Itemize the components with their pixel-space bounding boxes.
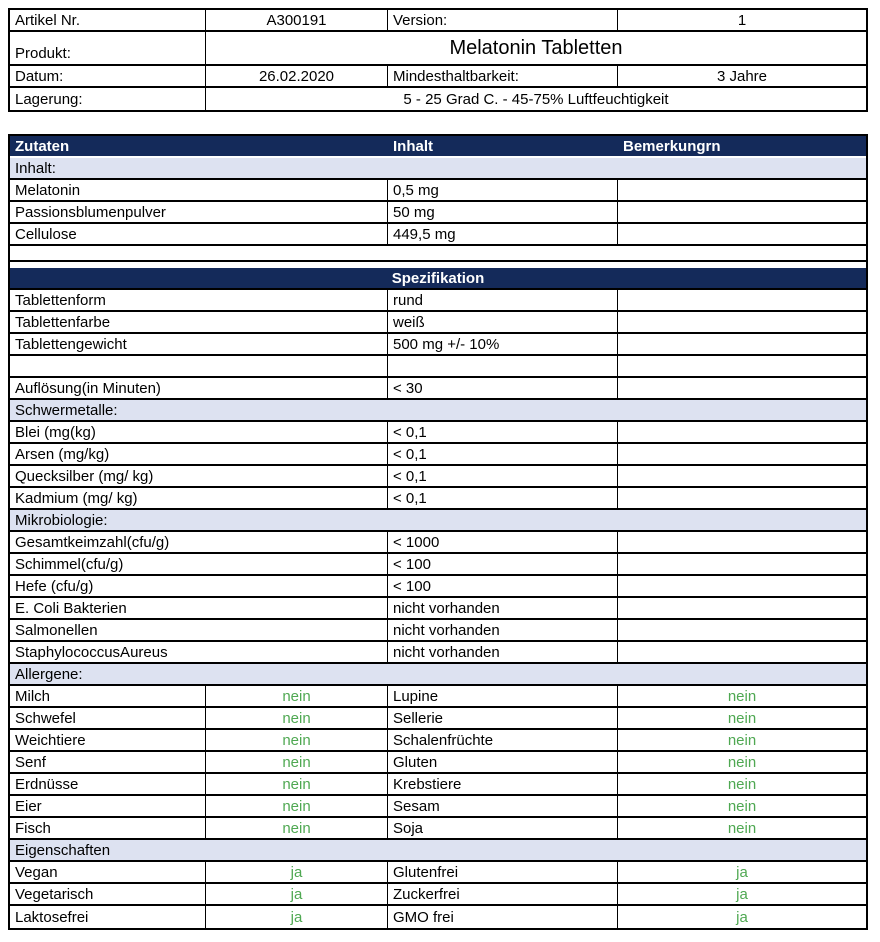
row-label: Weichtiere	[10, 730, 206, 750]
section-label: Eigenschaften	[15, 841, 111, 859]
table-row-data	[10, 598, 866, 620]
row-remark	[618, 224, 866, 244]
row-value: nein	[727, 797, 757, 815]
table-row-data	[10, 180, 866, 202]
row-value: nicht vorhanden	[388, 620, 618, 640]
row-label: Schalenfrüchte	[388, 730, 618, 750]
table-row-section	[10, 158, 866, 180]
row-label: Kadmium (mg/ kg)	[10, 488, 388, 508]
datum-value: 26.02.2020	[206, 66, 388, 86]
info-row-datum	[10, 66, 866, 88]
row-value: < 0,1	[388, 422, 618, 442]
table-row-data	[10, 356, 866, 378]
info-row-lagerung	[10, 88, 866, 110]
row-label: Lupine	[388, 686, 618, 706]
lagerung-label: Lagerung:	[10, 88, 206, 110]
row-remark	[618, 488, 866, 508]
artikel-label: Artikel Nr.	[10, 10, 206, 30]
version-value: 1	[737, 11, 747, 29]
row-value: nein	[727, 753, 757, 771]
row-value: rund	[388, 290, 618, 310]
table-row-pair	[10, 708, 866, 730]
row-label: Passionsblumenpulver	[10, 202, 388, 222]
table-row-pair	[10, 752, 866, 774]
row-value: nicht vorhanden	[388, 598, 618, 618]
row-value: weiß	[388, 312, 618, 332]
table-row-pair	[10, 774, 866, 796]
table-row-data	[10, 378, 866, 400]
row-value: < 100	[388, 554, 618, 574]
row-value: nein	[727, 731, 757, 749]
table-row-pair	[10, 862, 866, 884]
section-label: Schwermetalle:	[15, 401, 118, 419]
row-value: 0,5 mg	[388, 180, 618, 200]
row-label: Krebstiere	[388, 774, 618, 794]
row-label: E. Coli Bakterien	[10, 598, 388, 618]
table-row-section	[10, 664, 866, 686]
row-remark	[618, 180, 866, 200]
section-label: Mikrobiologie:	[15, 511, 108, 529]
table-row-gap	[10, 246, 866, 268]
row-label: Sesam	[388, 796, 618, 816]
row-value: nein	[727, 819, 757, 837]
table-row-data	[10, 642, 866, 664]
row-value: nein	[727, 775, 757, 793]
row-remark	[618, 202, 866, 222]
row-value: < 30	[388, 378, 618, 398]
table-row-data	[10, 620, 866, 642]
empty-cell	[10, 246, 866, 268]
row-value: ja	[206, 884, 388, 904]
datum-label: Datum:	[10, 66, 206, 86]
row-label: Tablettenfarbe	[10, 312, 388, 332]
info-row-produkt	[10, 32, 866, 66]
row-label: Schimmel(cfu/g)	[10, 554, 388, 574]
row-label: Erdnüsse	[10, 774, 206, 794]
info-table	[8, 8, 868, 112]
row-remark	[618, 642, 866, 662]
row-value: nein	[206, 796, 388, 816]
col-header-inhalt: Inhalt	[393, 137, 433, 155]
section-label: Allergene:	[15, 665, 83, 683]
row-value	[388, 356, 618, 376]
table-row-title	[10, 268, 866, 290]
row-remark	[618, 598, 866, 618]
row-label: Glutenfrei	[388, 862, 618, 882]
table-row-data	[10, 466, 866, 488]
row-remark	[618, 378, 866, 398]
row-label: Tablettengewicht	[10, 334, 388, 354]
version-label: Version:	[388, 10, 618, 30]
row-remark	[618, 422, 866, 442]
row-value: nicht vorhanden	[388, 642, 618, 662]
row-label: Arsen (mg/kg)	[10, 444, 388, 464]
row-label: Sellerie	[388, 708, 618, 728]
row-label: Auflösung(in Minuten)	[10, 378, 388, 398]
row-value: < 0,1	[388, 444, 618, 464]
row-label: Hefe (cfu/g)	[10, 576, 388, 596]
row-value: ja	[206, 906, 388, 928]
row-value: nein	[727, 687, 757, 705]
section-title: Spezifikation	[391, 269, 485, 287]
row-remark	[618, 620, 866, 640]
row-value: 50 mg	[388, 202, 618, 222]
table-row-data	[10, 202, 866, 224]
row-label: Tablettenform	[10, 290, 388, 310]
row-value: ja	[736, 908, 748, 926]
row-label: Quecksilber (mg/ kg)	[10, 466, 388, 486]
row-value: < 0,1	[388, 488, 618, 508]
table-row-data	[10, 444, 866, 466]
table-row-pair	[10, 906, 866, 928]
row-label: Schwefel	[10, 708, 206, 728]
row-label: Vegetarisch	[10, 884, 206, 904]
artikel-value: A300191	[206, 10, 388, 30]
row-value: ja	[206, 862, 388, 882]
row-value: 449,5 mg	[388, 224, 618, 244]
row-value: nein	[727, 709, 757, 727]
row-label: Zuckerfrei	[388, 884, 618, 904]
row-label: StaphylococcusAureus	[10, 642, 388, 662]
row-value: < 0,1	[388, 466, 618, 486]
row-value: < 100	[388, 576, 618, 596]
mhd-label: Mindesthaltbarkeit:	[388, 66, 618, 86]
row-value: nein	[206, 730, 388, 750]
row-label: Salmonellen	[10, 620, 388, 640]
table-row-pair	[10, 818, 866, 840]
row-label: Blei (mg(kg)	[10, 422, 388, 442]
table-row-data	[10, 290, 866, 312]
row-value: nein	[206, 752, 388, 772]
row-remark	[618, 554, 866, 574]
table-row-pair	[10, 884, 866, 906]
table-row-header	[10, 136, 866, 158]
row-value: nein	[206, 774, 388, 794]
row-value: nein	[206, 818, 388, 838]
row-value: < 1000	[388, 532, 618, 552]
row-label: Vegan	[10, 862, 206, 882]
table-row-data	[10, 334, 866, 356]
row-remark	[618, 290, 866, 310]
row-label: Gesamtkeimzahl(cfu/g)	[10, 532, 388, 552]
table-row-pair	[10, 796, 866, 818]
row-label: Fisch	[10, 818, 206, 838]
row-label: Gluten	[388, 752, 618, 772]
info-row-artikel	[10, 10, 866, 32]
table-row-section	[10, 840, 866, 862]
mhd-value: 3 Jahre	[716, 67, 768, 85]
table-row-data	[10, 312, 866, 334]
table-row-data	[10, 576, 866, 598]
col-header-zutaten: Zutaten	[15, 137, 70, 155]
row-value: 500 mg +/- 10%	[388, 334, 618, 354]
row-remark	[618, 444, 866, 464]
row-label: Milch	[10, 686, 206, 706]
row-remark	[618, 334, 866, 354]
row-value: nein	[206, 686, 388, 706]
row-label: Eier	[10, 796, 206, 816]
row-value: ja	[736, 885, 748, 903]
table-row-data	[10, 554, 866, 576]
table-row-section	[10, 400, 866, 422]
spec-table	[8, 134, 868, 930]
table-row-data	[10, 224, 866, 246]
row-remark	[618, 356, 866, 376]
row-value: ja	[736, 863, 748, 881]
row-label: Senf	[10, 752, 206, 772]
row-label: Laktosefrei	[10, 906, 206, 928]
row-label: Soja	[388, 818, 618, 838]
table-row-pair	[10, 730, 866, 752]
product-title: Melatonin Tabletten	[449, 36, 623, 59]
table-row-section	[10, 510, 866, 532]
produkt-label: Produkt:	[10, 32, 206, 64]
col-header-bemerkungen: Bemerkungrn	[623, 137, 721, 155]
row-remark	[618, 576, 866, 596]
lagerung-value: 5 - 25 Grad C. - 45-75% Luftfeuchtigkeit	[403, 90, 669, 108]
table-row-data	[10, 488, 866, 510]
table-row-data	[10, 422, 866, 444]
row-remark	[618, 532, 866, 552]
row-label: Cellulose	[10, 224, 388, 244]
row-label: GMO frei	[388, 906, 618, 928]
row-label	[10, 356, 388, 376]
table-row-pair	[10, 686, 866, 708]
row-label: Melatonin	[10, 180, 388, 200]
row-remark	[618, 466, 866, 486]
row-remark	[618, 312, 866, 332]
table-row-data	[10, 532, 866, 554]
row-value: nein	[206, 708, 388, 728]
section-label: Inhalt:	[15, 159, 56, 177]
